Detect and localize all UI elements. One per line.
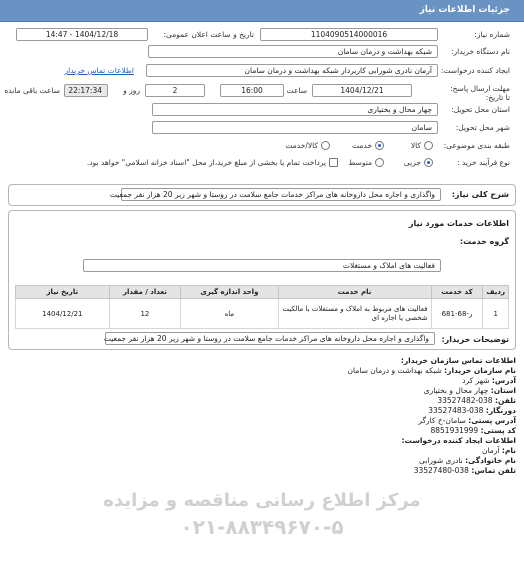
- announce-datetime-field[interactable]: 1404/12/18 - 14:47: [16, 28, 148, 41]
- watermark-line1: مرکز اطلاع رسانی مناقصه و مزایده: [103, 490, 421, 511]
- remaining-time-field: 22:17:34: [64, 84, 108, 97]
- col-date: تاریخ نیاز: [16, 286, 110, 299]
- services-heading: اطلاعات خدمات مورد نیاز: [408, 219, 509, 228]
- contact-postal-address-label: آدرس پستی:: [468, 416, 516, 425]
- contact-fax-label: دورنگار:: [485, 406, 516, 415]
- category-goods-service-radio[interactable]: [321, 141, 330, 150]
- category-service-label: خدمت: [352, 141, 372, 150]
- creator-first-name-line: [482, 446, 516, 455]
- contact-phone-line: [437, 396, 516, 405]
- contact-postal-code-label: کد پستی:: [480, 426, 516, 435]
- deadline-label: مهلت ارسال پاسخ: تا تاریخ:: [450, 84, 510, 102]
- buyer-org-label: نام دستگاه خریدار:: [450, 47, 510, 56]
- row-date: 1404/12/21: [16, 299, 110, 329]
- province-field[interactable]: چهار محال و بختیاری: [152, 103, 438, 116]
- process-medium-radio[interactable]: [375, 158, 384, 167]
- buyer-org-field[interactable]: شبکه بهداشت و درمان سامان: [148, 45, 438, 58]
- contact-province-value: چهار محال و بختیاری: [423, 386, 489, 395]
- creator-heading: اطلاعات ایجاد کننده درخواست:: [401, 436, 516, 445]
- col-code: کد خدمت: [431, 286, 483, 299]
- contact-org-label: نام سازمان خریدار:: [444, 366, 516, 375]
- services-panel: [8, 210, 516, 350]
- city-field[interactable]: سامان: [152, 121, 438, 134]
- creator-phone-line: [414, 466, 516, 475]
- contact-province-label: استان:: [490, 386, 516, 395]
- deadline-time-label: ساعت: [286, 86, 307, 95]
- process-partial-radio[interactable]: [424, 158, 433, 167]
- category-label: طبقه بندی موضوعی:: [443, 141, 510, 150]
- contact-heading: اطلاعات تماس سازمان خریدار:: [400, 356, 516, 365]
- contact-address-value: شهر کرد: [462, 376, 490, 385]
- contact-postal-code-line: [430, 426, 516, 435]
- remaining-time-label: ساعت باقی مانده: [4, 86, 60, 95]
- category-service-radio[interactable]: [375, 141, 384, 150]
- watermark-line2: ۰۲۱-۸۸۳۴۹۶۷۰-۵: [180, 515, 344, 539]
- services-table: [15, 285, 509, 329]
- buyer-notes-field[interactable]: واگذاری و اجاره محل داروخانه های مراکز خدمات جامع سلامت در روستا و شهر زیر 20 هزار نفر جمعیت: [105, 332, 435, 345]
- need-number-field[interactable]: 1104090514000016: [260, 28, 438, 41]
- announce-datetime-label: تاریخ و ساعت اعلان عمومی:: [163, 30, 254, 39]
- treasury-note: پرداخت تمام یا بخشی از مبلغ خرید،از محل "اسناد خزانه اسلامی" خواهد بود.: [86, 158, 326, 167]
- category-goods-label: کالا: [410, 141, 421, 150]
- requester-field[interactable]: آرمان نادری شورابی کاربردار شبکه بهداشت و درمان سامان: [146, 64, 438, 77]
- process-type-label: نوع فرآیند خرید :: [456, 158, 510, 167]
- buyer-notes-label: توضیحات خریدار:: [441, 335, 509, 344]
- creator-phone-label: تلفن تماس:: [471, 466, 516, 475]
- row-code: ر-68-681: [431, 299, 483, 329]
- contact-phone-label: تلفن:: [494, 396, 516, 405]
- contact-org-line: [348, 366, 516, 375]
- summary-label: شرح کلی نیاز:: [451, 190, 509, 199]
- summary-panel: [8, 184, 516, 206]
- remaining-days-field: 2: [145, 84, 205, 97]
- contact-address-label: آدرس:: [491, 376, 516, 385]
- creator-last-name-label: نام خانوادگی:: [465, 456, 516, 465]
- remaining-days-label: روز و: [123, 86, 140, 95]
- col-qty: تعداد / مقدار: [109, 286, 181, 299]
- row-name: فعالیت های مربوط به املاک و مستغلات با مالکیت شخصی یا اجاره ای: [278, 299, 431, 329]
- contact-org-value: شبکه بهداشت و درمان سامان: [347, 366, 442, 375]
- creator-last-name-line: [419, 456, 516, 465]
- contact-postal-address-value: سامان-خ کارگر: [418, 416, 466, 425]
- contact-address-line: [462, 376, 516, 385]
- contact-postal-code-value: 8851931999: [430, 426, 479, 435]
- creator-last-name-value: نادری شورابی: [418, 456, 463, 465]
- col-unit: واحد اندازه گیری: [181, 286, 278, 299]
- row-qty: 12: [109, 299, 181, 329]
- category-goods-service-label: کالا/خدمت: [285, 141, 318, 150]
- summary-field[interactable]: واگذاری و اجاره محل داروخانه های مراکز خدمات جامع سلامت در روستا و شهر زیر 20 هزار نفر جمعیت: [121, 188, 441, 201]
- creator-first-name-label: نام:: [501, 446, 516, 455]
- city-label: شهر محل تحویل:: [455, 123, 510, 132]
- deadline-date-field[interactable]: 1404/12/21: [312, 84, 412, 97]
- row-unit: ماه: [181, 299, 278, 329]
- contact-fax-line: [428, 406, 516, 415]
- col-name: نام خدمت: [278, 286, 431, 299]
- deadline-time-field[interactable]: 16:00: [220, 84, 284, 97]
- table-row[interactable]: [16, 299, 509, 329]
- contact-province-line: [424, 386, 516, 395]
- watermark: [12, 490, 512, 539]
- contact-postal-address-line: [418, 416, 516, 425]
- need-number-label: شماره نیاز:: [474, 30, 510, 39]
- row-index: 1: [483, 299, 509, 329]
- service-group-field[interactable]: فعالیت های املاک و مستغلات: [83, 259, 441, 272]
- treasury-checkbox[interactable]: [329, 158, 338, 167]
- category-goods-radio[interactable]: [424, 141, 433, 150]
- process-medium-label: متوسط: [348, 158, 372, 167]
- process-partial-label: جزیی: [403, 158, 421, 167]
- col-index: ردیف: [483, 286, 509, 299]
- province-label: استان محل تحویل:: [451, 105, 510, 114]
- contact-fax-value: 038-33527483: [428, 406, 484, 415]
- buyer-contact-link[interactable]: اطلاعات تماس خریدار: [64, 66, 134, 75]
- creator-phone-value: 038-33527480: [413, 466, 469, 475]
- requester-label: ایجاد کننده درخواست:: [440, 66, 510, 75]
- service-group-label: گروه خدمت:: [459, 237, 509, 246]
- creator-first-name-value: آرمان: [481, 446, 500, 455]
- window-title: جزئیات اطلاعات نیاز: [419, 5, 510, 15]
- window-titlebar: [0, 0, 524, 22]
- services-table-header: [16, 286, 509, 299]
- contact-phone-value: 038-33527482: [437, 396, 493, 405]
